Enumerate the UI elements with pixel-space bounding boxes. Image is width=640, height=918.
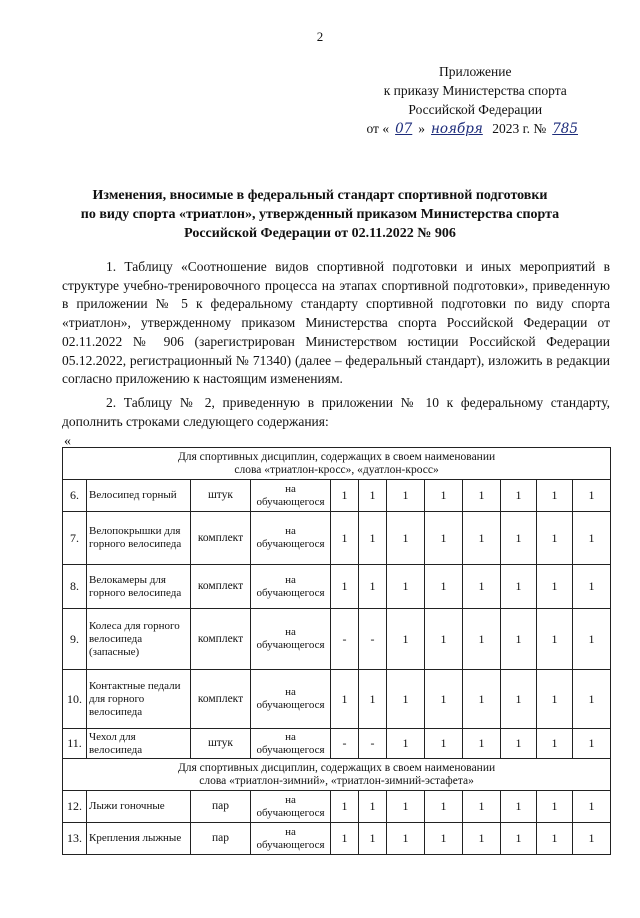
row-number: 13. [63,823,87,855]
quantity-cell: 1 [425,729,463,759]
quantity-cell: 1 [573,729,611,759]
quantity-cell: 1 [359,823,387,855]
quantity-cell: 1 [501,512,537,565]
equipment-table-body [63,448,611,855]
quantity-cell: 1 [331,670,359,729]
quantity-cell: 1 [463,670,501,729]
quantity-cell: - [331,729,359,759]
quantity-cell: 1 [463,729,501,759]
quantity-cell: 1 [463,512,501,565]
item-name: Лыжи гоночные [87,791,191,823]
table-row [63,512,611,565]
date-year: 2023 г. № [492,121,547,136]
calculation-unit: на обучающегося [251,823,331,855]
item-name: Крепления лыжные [87,823,191,855]
date-day: 07 [395,121,413,137]
quantity-cell: 1 [537,791,573,823]
quantity-cell: 1 [425,512,463,565]
quantity-cell: 1 [573,512,611,565]
item-name: Колеса для горного велосипеда (запасные) [87,609,191,670]
unit-of-measure: пар [191,823,251,855]
heading-line-2: по виду спорта «триатлон», утвержденный приказом Министерства спорта [80,207,560,222]
calculation-unit: на обучающегося [251,565,331,609]
table-row [63,565,611,609]
row-number: 10. [63,670,87,729]
quantity-cell: 1 [387,729,425,759]
calculation-unit: на обучающегося [251,609,331,670]
unit-of-measure: комплект [191,565,251,609]
quantity-cell: 1 [501,729,537,759]
quantity-cell: - [359,609,387,670]
date-month: ноября [431,121,483,137]
quantity-cell: 1 [501,791,537,823]
quantity-cell: 1 [573,480,611,512]
table-row [63,823,611,855]
calculation-unit: на обучающегося [251,791,331,823]
quantity-cell: 1 [463,823,501,855]
section-header-cross: Для спортивных дисциплин, содержащих в своем наименовании слова «триатлон-кросс», «дуатлон-кросс» [63,448,611,480]
unit-of-measure: штук [191,729,251,759]
date-mid: » [418,121,426,136]
equipment-table [62,447,611,855]
item-name: Чехол для велосипеда [87,729,191,759]
calculation-unit: на обучающегося [251,729,331,759]
quantity-cell: 1 [331,823,359,855]
quantity-cell: 1 [425,480,463,512]
item-name: Велопокрышки для горного велосипеда [87,512,191,565]
page-number: 2 [316,29,324,44]
table-row [63,791,611,823]
heading-line-3: Российской Федерации от 02.11.2022 № 906 [184,226,456,241]
quantity-cell: 1 [463,480,501,512]
row-number: 7. [63,512,87,565]
quantity-cell: 1 [359,791,387,823]
quantity-cell: 1 [537,823,573,855]
row-number: 8. [63,565,87,609]
quantity-cell: 1 [463,565,501,609]
quantity-cell: 1 [387,565,425,609]
table-row [63,729,611,759]
calculation-unit: на обучающегося [251,512,331,565]
quantity-cell: - [359,729,387,759]
quantity-cell: 1 [331,480,359,512]
quantity-cell: 1 [573,823,611,855]
quantity-cell: 1 [331,565,359,609]
quantity-cell: 1 [463,609,501,670]
item-name: Велокамеры для горного велосипеда [87,565,191,609]
quantity-cell: 1 [573,609,611,670]
appendix-title: Приложение [439,64,512,79]
appendix-ministry: Российской Федерации [408,102,543,117]
quantity-cell: 1 [573,791,611,823]
section-header-winter: Для спортивных дисциплин, содержащих в своем наименовании слова «триатлон-зимний», «триатлон-зимний-эстафета» [63,759,611,791]
quantity-cell: 1 [537,512,573,565]
section-header-row [63,448,611,480]
table-row [63,670,611,729]
calculation-unit: на обучающегося [251,480,331,512]
quantity-cell: 1 [537,729,573,759]
row-number: 6. [63,480,87,512]
quantity-cell: 1 [359,670,387,729]
calculation-unit: на обучающегося [251,670,331,729]
quantity-cell: 1 [537,670,573,729]
opening-quote: « [64,434,71,449]
section-header-row [63,759,611,791]
unit-of-measure: пар [191,791,251,823]
quantity-cell: 1 [387,480,425,512]
table-row [63,609,611,670]
order-number: 785 [552,121,578,137]
quantity-cell: 1 [387,609,425,670]
quantity-cell: 1 [331,791,359,823]
quantity-cell: 1 [425,609,463,670]
quantity-cell: - [331,609,359,670]
quantity-cell: 1 [387,791,425,823]
quantity-cell: 1 [573,670,611,729]
quantity-cell: 1 [501,823,537,855]
quantity-cell: 1 [573,565,611,609]
unit-of-measure: штук [191,480,251,512]
quantity-cell: 1 [387,823,425,855]
heading-line-1: Изменения, вносимые в федеральный стандарт спортивной подготовки [92,188,548,203]
quantity-cell: 1 [359,512,387,565]
quantity-cell: 1 [537,480,573,512]
quantity-cell: 1 [463,791,501,823]
item-name: Контактные педали для горного велосипеда [87,670,191,729]
appendix-date-line [366,119,584,139]
date-prefix: от « [366,121,390,136]
unit-of-measure: комплект [191,670,251,729]
quantity-cell: 1 [537,609,573,670]
quantity-cell: 1 [501,565,537,609]
row-number: 11. [63,729,87,759]
quantity-cell: 1 [425,823,463,855]
paragraph-1: 1. Таблицу «Соотношение видов спортивной подготовки и иных мероприятий в структуре учебно-тренировочного процесса на этапах спортивной подготовки», приведенную в приложении № 5 к федеральному стандарту спортивной подготовки по виду спорта «триатлон», утвержденному приказом Министерства спорта Российской Федерации от 02.11.2022 № 906 (зарегистрирован Министерством юстиции Российской Федерации 05.12.2022, регистрационный № 71340) (далее – федеральный стандарт), изложить в редакции согласно приложению к настоящим изменениям. [62,259,610,387]
quantity-cell: 1 [425,565,463,609]
quantity-cell: 1 [387,512,425,565]
quantity-cell: 1 [425,670,463,729]
quantity-cell: 1 [501,609,537,670]
unit-of-measure: комплект [191,609,251,670]
paragraph-2: 2. Таблицу № 2, приведенную в приложении № 10 к федеральному стандарту, дополнить строками следующего содержания: [62,395,610,429]
row-number: 12. [63,791,87,823]
table-row [63,480,611,512]
document-heading [60,186,580,243]
appendix-header [366,62,584,139]
quantity-cell: 1 [359,480,387,512]
row-number: 9. [63,609,87,670]
quantity-cell: 1 [537,565,573,609]
quantity-cell: 1 [501,480,537,512]
appendix-order-ref: к приказу Министерства спорта [383,83,567,98]
quantity-cell: 1 [331,512,359,565]
quantity-cell: 1 [425,791,463,823]
quantity-cell: 1 [359,565,387,609]
quantity-cell: 1 [387,670,425,729]
quantity-cell: 1 [501,670,537,729]
item-name: Велосипед горный [87,480,191,512]
unit-of-measure: комплект [191,512,251,565]
